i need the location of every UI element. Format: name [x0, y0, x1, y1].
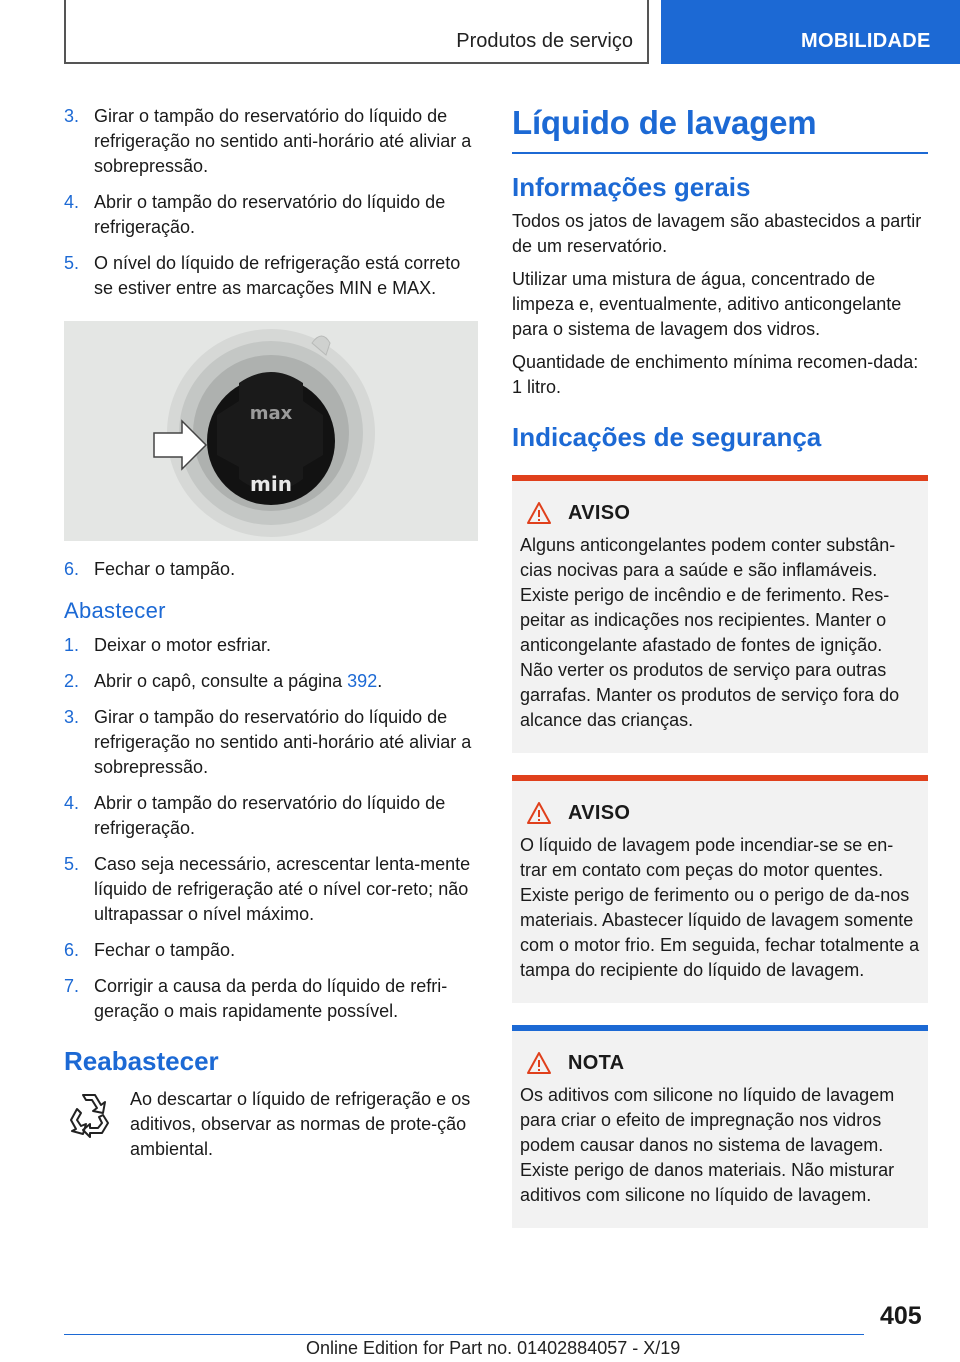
footer-divider	[64, 1334, 864, 1335]
footer-edition: Online Edition for Part no. 01402884057 - X/19	[306, 1338, 681, 1358]
list-item: 4. Abrir o tampão do reservatório do líquido de refrigeração.	[64, 192, 446, 237]
left-column	[64, 104, 478, 1162]
right-column	[512, 104, 928, 1228]
reabastecer-heading: Reabastecer	[64, 1046, 219, 1076]
list-item: 6. Fechar o tampão.	[64, 559, 236, 579]
warning-text: O líquido de lavagem pode incendiar-se se en-trar em contato com peças do motor quentes. Existe perigo de ferimento ou o perigo de da-nos materiais. Abastecer líquido de lavagem somente com o motor frio. Em seguida, fechar totalmente a tampa do recipiente do líquido de lavagem.	[520, 835, 920, 980]
recycle-icon	[64, 1089, 114, 1146]
warning-triangle-icon	[526, 801, 552, 825]
page-number: 405	[880, 1302, 922, 1330]
warning-triangle-icon	[526, 501, 552, 525]
header-section-title: Produtos de serviço	[456, 30, 633, 52]
warning-box	[512, 475, 928, 753]
info-paragraph: Utilizar uma mistura de água, concentrado de limpeza e, eventualmente, aditivo anticongelante para o sistema de lavagem dos vidros.	[512, 269, 902, 339]
list-item: 3. Girar o tampão do reservatório do líquido de refrigeração no sentido anti-horário até aliviar a sobrepressão.	[64, 106, 472, 176]
environment-note-text: Ao descartar o líquido de refrigeração e os aditivos, observar as normas de prote-ção ambiental.	[130, 1089, 471, 1159]
steps-list-check	[64, 104, 478, 301]
warning-box	[512, 775, 928, 1003]
safety-heading: Indicações de segurança	[512, 422, 822, 452]
list-item: 7. Corrigir a causa da perda do líquido de refri-geração o mais rapidamente possível.	[64, 976, 448, 1021]
note-label: NOTA	[568, 1051, 625, 1074]
header-chapter-title: MOBILIDADE	[801, 30, 931, 52]
environment-note	[64, 1087, 478, 1162]
min-marking: min	[250, 472, 292, 496]
list-item: 5. O nível do líquido de refrigeração está correto se estiver entre as marcações MIN e MAX.	[64, 253, 461, 298]
list-item: 1. Deixar o motor esfriar.	[64, 635, 272, 655]
abastecer-heading: Abastecer	[64, 598, 166, 623]
warning-triangle-icon	[526, 1051, 552, 1075]
note-text: Os aditivos com silicone no líquido de lavagem para criar o efeito de impregnação nos vidros podem causar danos no sistema de lavagem. Existe perigo de danos materiais. Não misturar aditivos com silicone no líquido de lavagem.	[520, 1085, 895, 1205]
list-item: 2. Abrir o capô, consulte a página 392.	[64, 671, 383, 691]
warning-label: AVISO	[568, 501, 631, 524]
note-box	[512, 1025, 928, 1228]
page-title: Líquido de lavagem	[512, 104, 928, 154]
coolant-cap-photo	[64, 321, 478, 541]
header-section-tab	[64, 0, 649, 64]
info-paragraph: Todos os jatos de lavagem são abastecidos a partir de um reservatório.	[512, 211, 922, 256]
list-item: 6. Fechar o tampão.	[64, 940, 236, 960]
steps-list-close	[64, 557, 478, 582]
info-heading: Informações gerais	[512, 172, 751, 202]
list-item: 3. Girar o tampão do reservatório do líquido de refrigeração no sentido anti-horário até aliviar a sobrepressão.	[64, 707, 472, 777]
list-item: 4. Abrir o tampão do reservatório do líquido de refrigeração.	[64, 793, 446, 838]
header-chapter-tab	[661, 0, 960, 64]
max-marking: max	[249, 403, 293, 424]
page-reference-link[interactable]: 392	[347, 671, 378, 691]
warning-label: AVISO	[568, 801, 631, 824]
steps-list-fill	[64, 633, 478, 1024]
warning-text: Alguns anticongelantes podem conter substân-cias nocivas para a saúde e são inflamáveis. Existe perigo de incêndio e de ferimento. Res-peitar as indicações nos recipientes. Manter o anticongelante afastado de fontes de ignição. Não verter os produtos de serviço para outras garrafas. Manter os produtos de serviço fora do alcance das crianças.	[520, 535, 900, 730]
info-paragraph: Quantidade de enchimento mínima recomen-dada: 1 litro.	[512, 352, 919, 397]
list-item: 5. Caso seja necessário, acrescentar lenta-mente líquido de refrigeração até o nível cor-reto; não ultrapassar o nível máximo.	[64, 854, 471, 924]
